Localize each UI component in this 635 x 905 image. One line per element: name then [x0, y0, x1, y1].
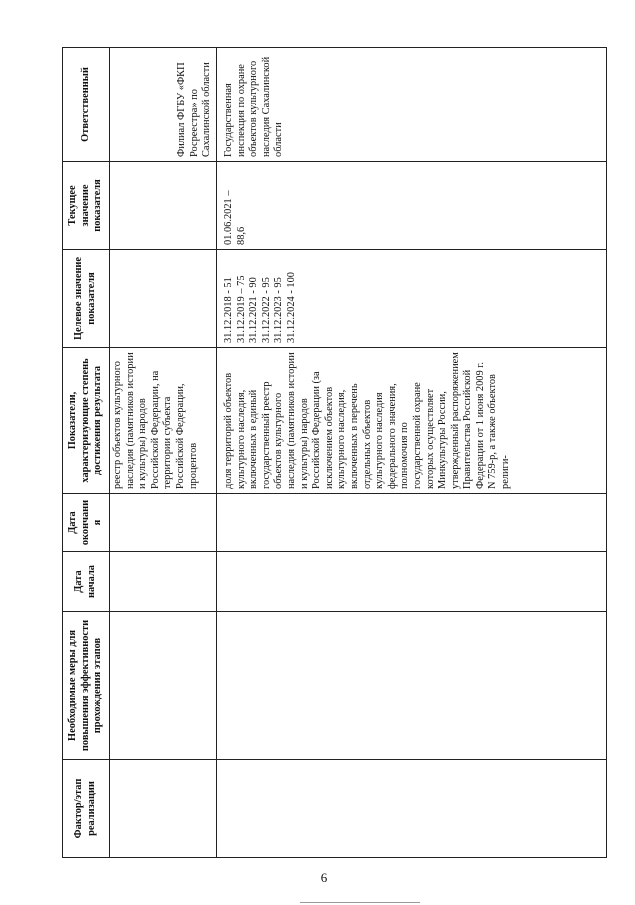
page-number: 6 [320, 870, 328, 885]
header-indicator: Показатели, характеризующие степень достижения результата [63, 348, 110, 494]
header-row [63, 48, 110, 858]
header-responsible: Ответственный [63, 48, 110, 162]
header-end-date: Дата окончания [63, 494, 110, 552]
cell-factor [217, 760, 607, 858]
cell-responsible: Государственная инспекция по охране объектов культурного наследия Сахалинской области [217, 48, 607, 162]
table-row [110, 48, 217, 858]
cell-target: 31.12.2018 - 51 31.12.2019 – 75 31.12.2021 - 90 31.12.2022 - 95 31.12.2023 - 95 31.12.2024 - 100 [217, 250, 607, 348]
cell-target [110, 250, 217, 348]
cell-end-date [110, 494, 217, 552]
cell-indicator: реестр объектов культурного наследия (памятников истории и культуры) народов Российской Федерации, на территории субъекта Российской Федерации, процентов [110, 348, 217, 494]
header-factor: Фактор/этап реализации [63, 760, 110, 858]
cell-measures [217, 612, 607, 760]
cell-start-date [110, 552, 217, 612]
cell-measures [110, 612, 217, 760]
cell-start-date [217, 552, 607, 612]
rotated-table-frame [62, 48, 607, 885]
cell-responsible: Филиал ФГБУ «ФКП Росреестра» по Сахалинской области [110, 48, 217, 162]
scan-artifact-line [300, 902, 420, 903]
cell-end-date [217, 494, 607, 552]
header-measures: Необходимые меры для повышения эффективности прохождения этапов [63, 612, 110, 760]
cell-factor [110, 760, 217, 858]
header-start-date: Дата начала [63, 552, 110, 612]
table-row [217, 48, 607, 858]
header-target: Целевое значение показателя [63, 250, 110, 348]
cell-indicator: доля территорий объектов культурного наследия, включенных в единый государственный реестр объектов культурного наследия (памятников истории и культуры) народов Российской Федерации (за исключением объектов культурного наследия, включенных в перечень отдельных объектов культурного наследия федерального значения, полномочия по государственной охране которых осуществляет Минкультуры России, утвержденный распоряжением Правительства Российской Федерации от 1 июня 2009 г. N 759-р, а также объектов религи- [217, 348, 607, 494]
measures-table [62, 47, 607, 858]
cell-current: 01.06.2021 – 88,6 [217, 162, 607, 250]
cell-current [110, 162, 217, 250]
header-current: Текущее значение показателя [63, 162, 110, 250]
